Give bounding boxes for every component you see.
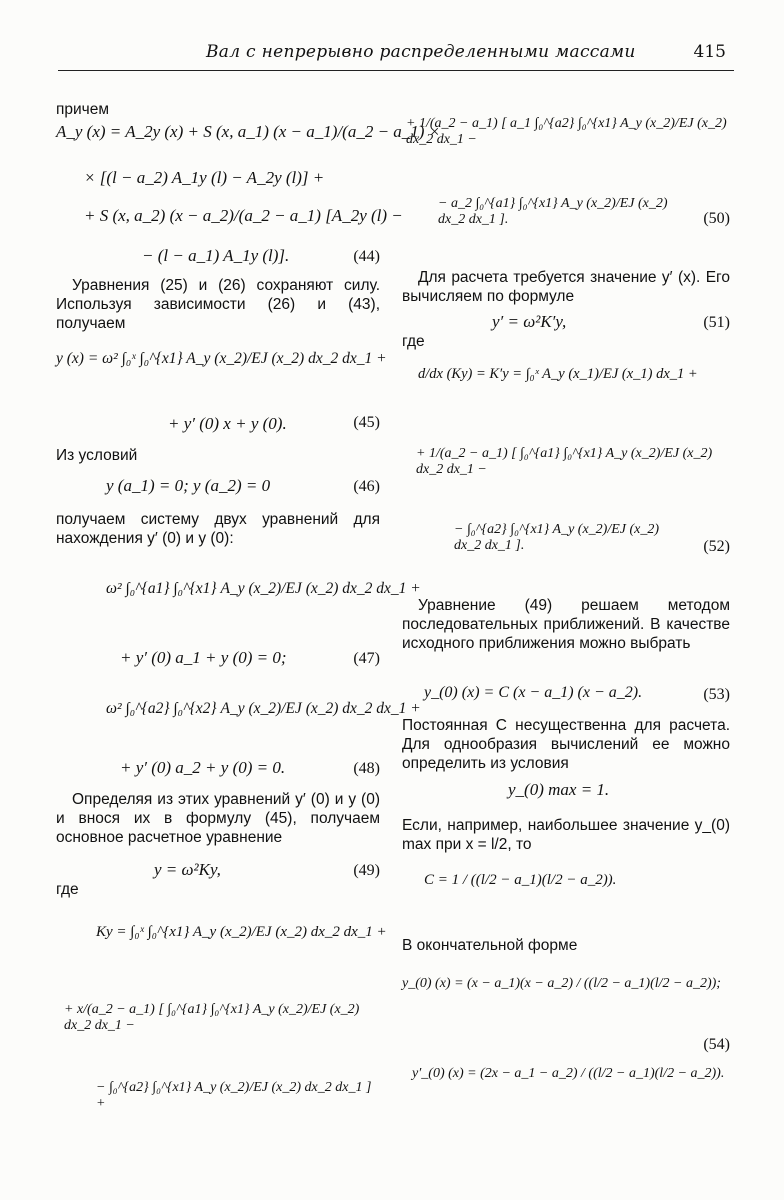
condition-eq: y_(0) max = 1. (508, 780, 610, 799)
eq51-number: (51) (703, 314, 730, 331)
eq49: y = ω²Ky, (154, 860, 221, 879)
right-paragraph-4: Если, например, наибольшее значение y_(0) max при x = l/2, то (402, 817, 730, 853)
right-paragraph-2: Уравнение (49) решаем методом последовательных приближений. В качестве исходного приближения можно выбрать (402, 597, 730, 652)
eq44-line3: + S (x, a_2) (x − a_2)/(a_2 − a_1) [A_2y (l) − (84, 206, 403, 225)
eqK-line2: + x/(a_2 − a_1) [ ∫₀^{a1} ∫₀^{x1} A_y (x_2)/EJ (x_2) dx_2 dx_1 − (64, 1002, 360, 1033)
eq53-number: (53) (703, 686, 730, 703)
eq54-line1: y_(0) (x) = (x − a_1)(x − a_2) / ((l/2 − a_1)(l/2 − a_2)); (402, 976, 721, 991)
eqK-line1: Ky = ∫₀ˣ ∫₀^{x1} A_y (x_2)/EJ (x_2) dx_2 dx_1 + (96, 924, 387, 940)
paragraph-3: получаем систему двух уравнений для нахождения y′ (0) и y (0): (56, 511, 380, 547)
where-left: где (56, 881, 79, 898)
running-header (58, 38, 734, 71)
eq53: y_(0) (x) = C (x − a_1) (x − a_2). (424, 684, 643, 701)
intro-text: причем (56, 101, 110, 118)
running-title: Вал с непрерывно распределенными массами (206, 42, 636, 62)
eqK-line3: − ∫₀^{a2} ∫₀^{x1} A_y (x_2)/EJ (x_2) dx_2 dx_1 ] + (96, 1080, 372, 1111)
eq52-line2: + 1/(a_2 − a_1) [ ∫₀^{a1} ∫₀^{x1} A_y (x_2)/EJ (x_2) dx_2 dx_1 − (416, 446, 713, 477)
eq54-line2: y′_(0) (x) = (2x − a_1 − a_2) / ((l/2 − a_1)(l/2 − a_2)). (412, 1066, 725, 1081)
eq44-line4: − (l − a_1) A_1y (l)]. (142, 246, 290, 265)
eq45-number: (45) (353, 414, 380, 431)
eq44-line2: × [(l − a_2) A_1y (l) − A_2y (l)] + (84, 168, 325, 187)
right-paragraph-1: Для расчета требуется значение y′ (x). Его вычисляем по формуле (402, 269, 730, 305)
page-number: 415 (693, 42, 726, 62)
where-right: где (402, 333, 425, 350)
eq44-line1: A_y (x) = A_2y (x) + S (x, a_1) (x − a_1)/(a_2 − a_1) × (56, 122, 441, 141)
eq45-line1: y (x) = ω² ∫₀ˣ ∫₀^{x1} A_y (x_2)/EJ (x_2) dx_2 dx_1 + (56, 350, 387, 367)
eq54-number: (54) (703, 1036, 730, 1053)
eq45-line2: + y′ (0) x + y (0). (168, 414, 287, 433)
paragraph-4: Определяя из этих уравнений y′ (0) и y (0) и внося их в формулу (45), получаем основное расчетное уравнение (56, 791, 380, 846)
eq52-line3: − ∫₀^{a2} ∫₀^{x1} A_y (x_2)/EJ (x_2) dx_2 dx_1 ]. (454, 522, 660, 553)
eq46: y (a_1) = 0; y (a_2) = 0 (106, 476, 271, 495)
eq52-number: (52) (703, 538, 730, 555)
eq50-line1: + 1/(a_2 − a_1) [ a_1 ∫₀^{a2} ∫₀^{x1} A_y (x_2)/EJ (x_2) dx_2 dx_1 − (406, 116, 727, 147)
constant-c-eq: C = 1 / ((l/2 − a_1)(l/2 − a_2)). (424, 872, 617, 888)
eq48-number: (48) (353, 760, 380, 777)
eq47-line1: ω² ∫₀^{a1} ∫₀^{x1} A_y (x_2)/EJ (x_2) dx_2 dx_1 + (106, 580, 421, 597)
eq50-line2: − a_2 ∫₀^{a1} ∫₀^{x1} A_y (x_2)/EJ (x_2) dx_2 dx_1 ]. (438, 196, 668, 227)
right-paragraph-3: Постоянная C несущественна для расчета. Для однообразия вычислений ее можно определить из условия (402, 717, 730, 772)
eq44-number: (44) (353, 248, 380, 265)
paragraph-2: Из условий (56, 447, 138, 464)
eq46-number: (46) (353, 478, 380, 495)
paragraph-1: Уравнения (25) и (26) сохраняют силу. Используя зависимости (26) и (43), получаем (56, 277, 380, 332)
eq52-line1: d/dx (Ky) = K′y = ∫₀ˣ A_y (x_1)/EJ (x_1) dx_1 + (418, 366, 698, 382)
eq47-line2: + y′ (0) a_1 + y (0) = 0; (120, 648, 287, 667)
eq50-number: (50) (703, 210, 730, 227)
right-paragraph-5: В окончательной форме (402, 937, 578, 954)
eq48-line1: ω² ∫₀^{a2} ∫₀^{x2} A_y (x_2)/EJ (x_2) dx_2 dx_1 + (106, 700, 421, 717)
eq48-line2: + y′ (0) a_2 + y (0) = 0. (120, 758, 286, 777)
eq49-number: (49) (353, 862, 380, 879)
eq47-number: (47) (353, 650, 380, 667)
eq51: y′ = ω²K′y, (492, 312, 567, 331)
